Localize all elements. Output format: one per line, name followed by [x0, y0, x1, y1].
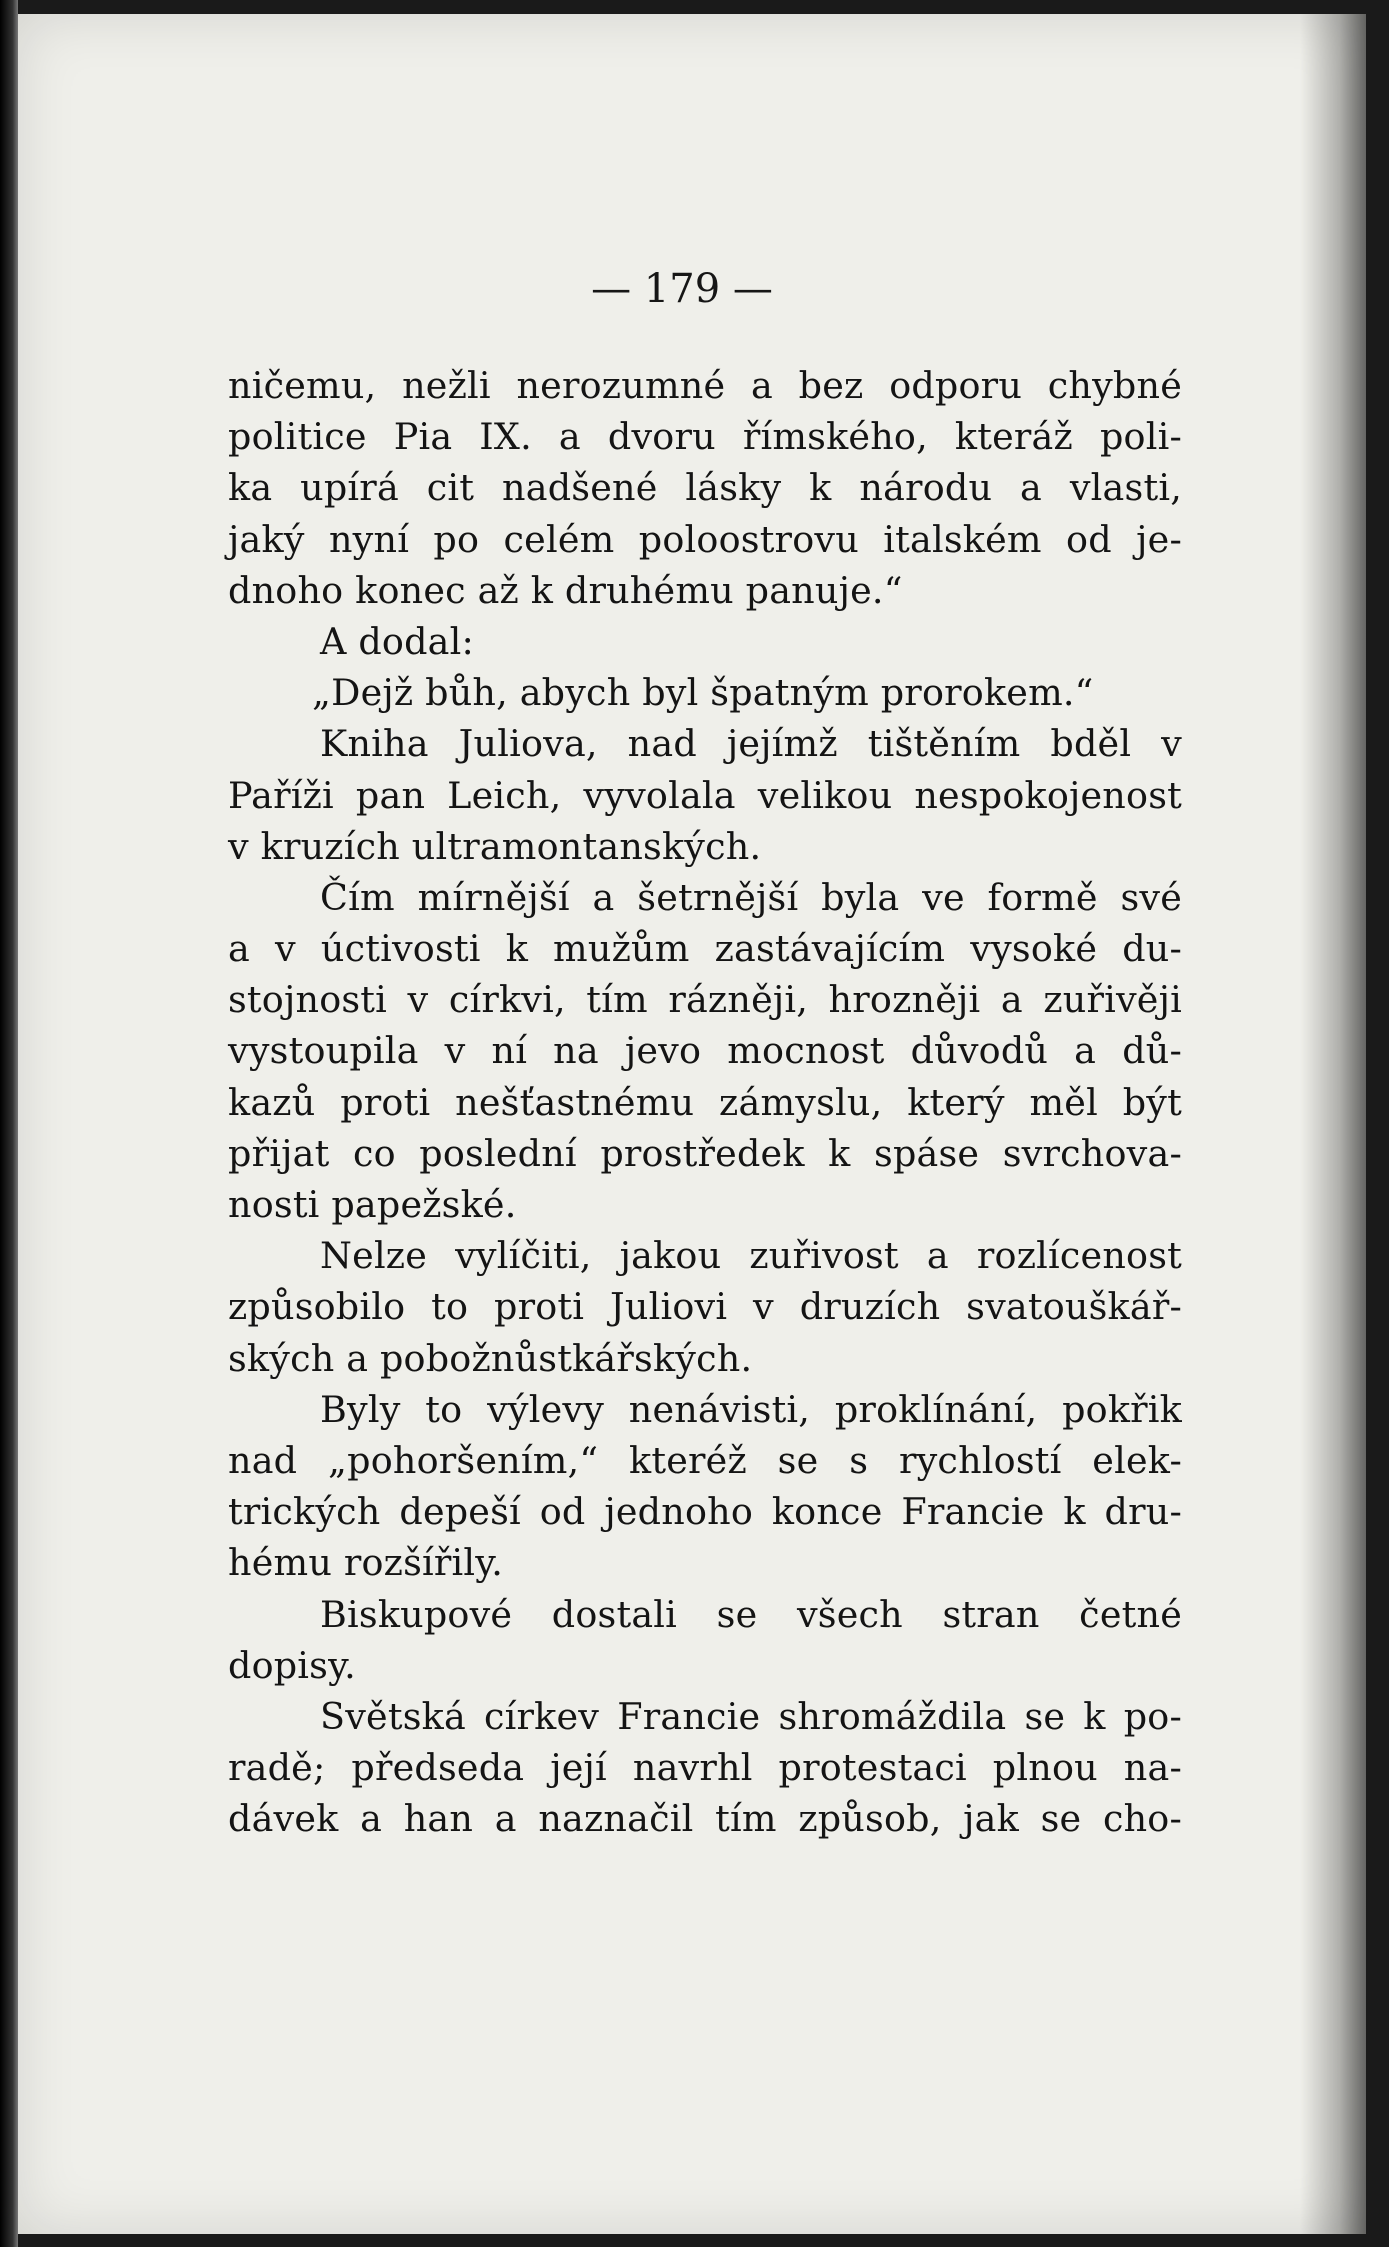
text-line: a v úctivosti k mužům zastávajícím vysoké du- [228, 927, 1182, 971]
book-page [18, 14, 1366, 2234]
text-line: ských a pobožnůstkářských. [228, 1336, 753, 1380]
text-line: kazů proti nešťastnému zámyslu, který měl být [228, 1080, 1182, 1124]
text-line: ničemu, nežli nerozumné a bez odporu chybné [228, 364, 1182, 407]
text-line: dávek a han a naznačil tím způsob, jak se cho- [228, 1797, 1182, 1841]
text-line: způsobilo to proti Juliovi v druzích svatouškář- [228, 1285, 1182, 1329]
text-line: ka upírá cit nadšené lásky k národu a vlasti, [228, 466, 1182, 510]
text-line: hému rozšířily. [228, 1541, 504, 1585]
text-line: trických depeší od jednoho konce Francie k dru- [228, 1490, 1182, 1534]
text-line: v kruzích ultramontanských. [228, 824, 762, 868]
text-line: Čím mírnější a šetrnější byla ve formě své [320, 875, 1182, 919]
text-line: Biskupové dostali se všech stran četné [320, 1592, 1182, 1636]
page-number: — 179 — [591, 266, 773, 312]
text-line: nad „pohoršením,“ kteréž se s rychlostí elek- [228, 1438, 1182, 1482]
page-edge-shadow [1300, 14, 1366, 2234]
text-line: stojnosti v církvi, tím rázněji, hrozněji a zuřivěji [228, 978, 1182, 1022]
text-line: radě; předseda její navrhl protestaci plnou na- [228, 1746, 1182, 1790]
text-line: Paříži pan Leich, vyvolala velikou nespokojenost [228, 773, 1182, 817]
text-line: vystoupila v ní na jevo mocnost důvodů a dů- [228, 1029, 1182, 1073]
text-line: dnoho konec až k druhému panuje.“ [228, 568, 903, 612]
text-line: jaký nyní po celém poloostrovu italském od je- [228, 517, 1182, 561]
text-line: nosti papežské. [228, 1183, 517, 1226]
binding-gutter [0, 0, 18, 2247]
text-line: „Dejž bůh, abych byl špatným prorokem.“ [312, 671, 1094, 715]
body-text [228, 360, 1182, 1844]
text-line: přijat co poslední prostředek k spáse svrchova- [228, 1131, 1182, 1175]
text-line: A dodal: [320, 619, 474, 663]
text-line: Kniha Juliova, nad jejímž tištěním bděl v [320, 722, 1182, 766]
text-line: Nelze vylíčiti, jakou zuřivost a rozlícenost [320, 1234, 1182, 1278]
text-line: dopisy. [228, 1643, 356, 1687]
text-line: Byly to výlevy nenávisti, proklínání, pokřik [320, 1387, 1182, 1431]
text-line: politice Pia IX. a dvoru římského, kteráž poli- [228, 415, 1182, 459]
text-line: Světská církev Francie shromáždila se k po- [320, 1694, 1182, 1738]
